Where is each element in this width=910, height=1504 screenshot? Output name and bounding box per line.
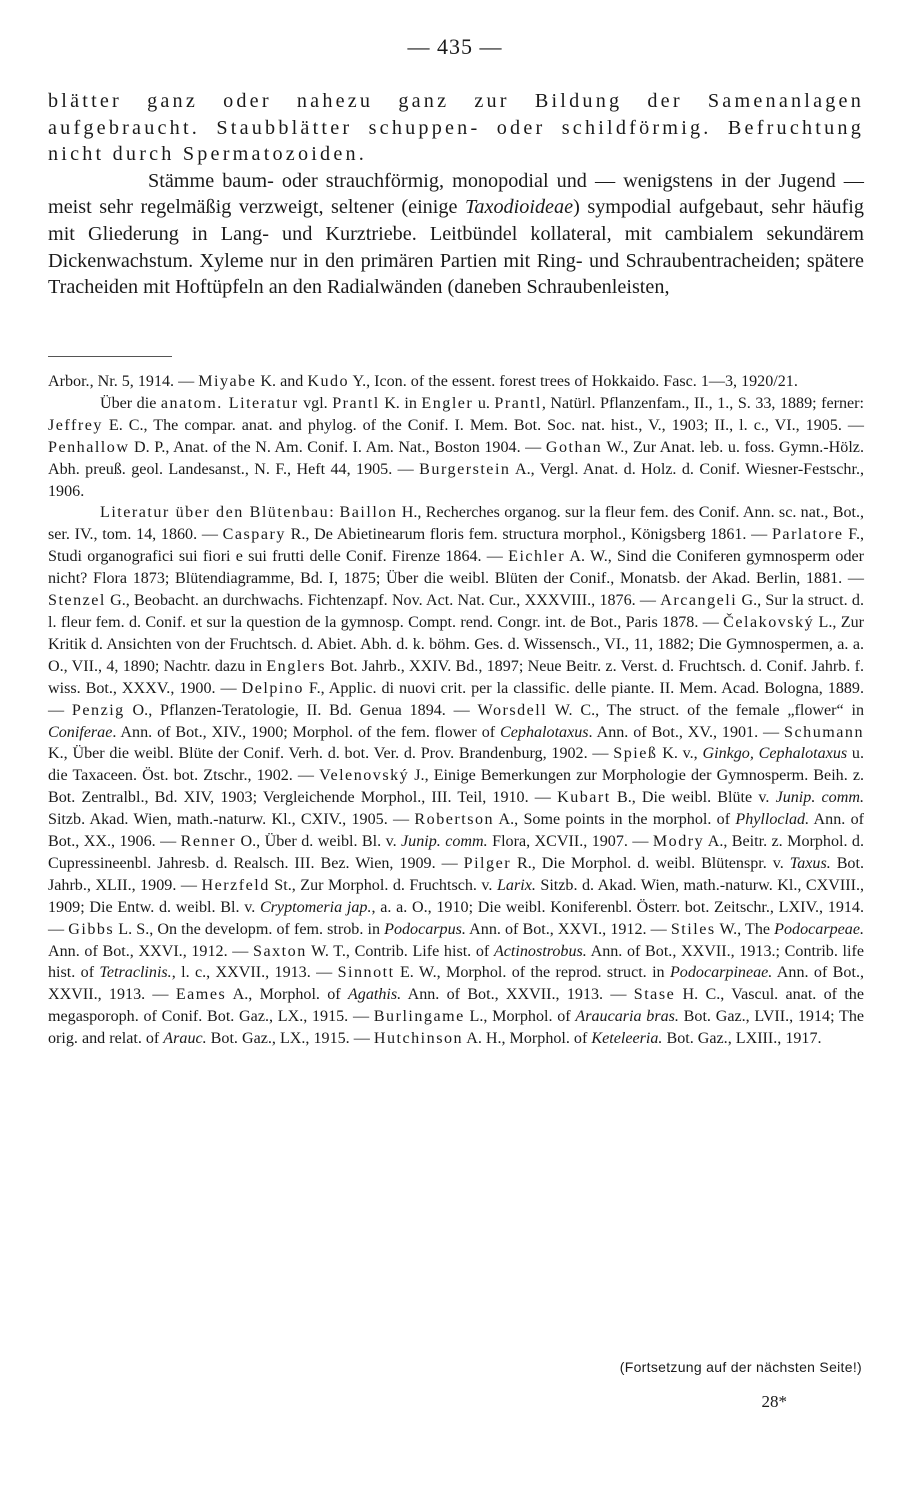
signature-mark: 28* xyxy=(761,1392,787,1411)
author-name: Burlingame xyxy=(373,1008,465,1026)
text: G., Beobacht. an durchwachs. Fichtenzapf. Nov. Act. Nat. Cur., XXXVIII., 1876. — xyxy=(105,592,661,610)
text: E. C., The compar. anat. and phylog. of the Conif. I. Mem. Bot. Soc. nat. hist., V., 1903; II., l. c., VI., 1905. — xyxy=(102,416,864,434)
text: O., Über d. weibl. Bl. v. xyxy=(236,833,402,851)
text: u. xyxy=(473,394,495,412)
author-name: Saxton xyxy=(253,942,307,960)
text: St., Zur Morphol. d. Fruchtsch. v. xyxy=(269,876,497,894)
text: J., Einige Bemerkungen zur Morphologie der Gymnosperm. Beih. z. Bot. Zentralbl., Bd. XIV, 1903; Vergleichende Morphol., III. Teil, 1910. — xyxy=(48,767,864,807)
text: K., Über die weibl. Blüte der Conif. Verh. d. bot. Ver. d. Prov. Brandenburg, 1902. — xyxy=(48,745,614,763)
footnote-1 xyxy=(48,371,864,393)
author-name: Baillon xyxy=(339,504,398,522)
continuation-note: (Fortsetzung auf der nächsten Seite!) xyxy=(619,1359,862,1375)
body-paragraph-1 xyxy=(48,88,864,168)
author-name: Penhallow xyxy=(48,438,130,456)
body-paragraph-2 xyxy=(48,168,864,301)
text: . Ann. of Bot., XIV., 1900; Morphol. of the fem. flower of xyxy=(112,723,501,741)
author-name: Schumann xyxy=(784,723,864,741)
text: Bot. Gaz., LXIII., 1917. xyxy=(662,1030,822,1048)
text: Ann. of Bot., XXVII., 1913.; Contrib. life hist. of xyxy=(48,942,864,982)
text: K. in xyxy=(379,394,422,412)
author-name: Sinnott xyxy=(337,964,395,982)
text: Ann. of Bot., XXVI., 1912. — xyxy=(48,942,254,960)
taxon-name: Podocarpineae. xyxy=(669,964,773,982)
taxon-name: Larix. xyxy=(496,876,536,894)
taxon-name: Keteleeria. xyxy=(591,1030,663,1048)
author-name: Penzig xyxy=(71,701,125,719)
text: D. P., Anat. of the N. Am. Conif. I. Am. Nat., Boston 1904. — xyxy=(129,438,546,456)
text: L., Morphol. of xyxy=(464,1008,576,1026)
taxon-name: Araucaria bras. xyxy=(575,1008,679,1026)
text: K. and xyxy=(256,373,308,390)
author-name: Stiles xyxy=(670,920,716,938)
text: u. die Taxaceen. Öst. bot. Ztschr., 1902. — xyxy=(48,745,865,785)
text: Bot. Jahrb., XLII., 1909. — xyxy=(48,854,864,894)
author-name: Kubart xyxy=(557,789,611,807)
taxon-name: Coniferae xyxy=(48,723,113,741)
text: Flora, XCVII., 1907. — xyxy=(487,833,653,851)
author-name: Miyabe xyxy=(198,373,257,390)
taxon-name: Phylloclad. xyxy=(735,811,810,829)
text: W., Zur Anat. leb. u. foss. Gymn.-Hölz. Abh. preuß. geol. Landesanst., N. F., Heft 44, 1905. — xyxy=(48,438,864,478)
text: Ann. of Bot., XXVII., 1913. — xyxy=(48,964,864,1004)
body-text xyxy=(48,88,864,301)
footnotes xyxy=(48,371,864,1050)
taxon-name: Tetraclinis. xyxy=(99,964,172,982)
author-name: Englers xyxy=(266,657,327,675)
text: F., Applic. di nuovi crit. per la classific. delle piante. II. Mem. Acad. Bologna, 1889. — xyxy=(48,679,865,719)
text: Ann. of Bot., XXVII., 1913. — xyxy=(401,986,634,1004)
text: F., Studi organografici sui fiori e sui frutti delle Conif. Firenze 1864. — xyxy=(48,526,864,566)
footnote-divider xyxy=(48,356,172,357)
author-name: Prantl xyxy=(332,394,380,412)
text: Sitzb. Akad. Wien, math.-naturw. Kl., CXIV., 1905. — xyxy=(48,811,415,829)
author-name: Robertson xyxy=(414,811,495,829)
taxon-name: Arauc. xyxy=(163,1030,207,1048)
author-name: Arcangeli xyxy=(660,592,738,610)
text: , l. c., XXVII., 1913. — xyxy=(171,964,338,982)
taxon-name: Actinostrobus. xyxy=(493,942,587,960)
text: A., Some points in the morphol. of xyxy=(494,811,736,829)
footnote-3 xyxy=(48,502,864,1050)
text: Bot. Gaz., LVII., 1914; The orig. and relat. of xyxy=(48,1008,865,1048)
author-name: Stenzel xyxy=(48,592,106,610)
author-name: Worsdell xyxy=(477,701,548,719)
taxon-name: Junip. comm. xyxy=(775,789,864,807)
taxon-name: Taxus. xyxy=(789,854,831,872)
text: W. T., Contrib. Life hist. of xyxy=(306,942,494,960)
spaced-term: Literatur über den Blütenbau: xyxy=(100,504,336,522)
text: W., The xyxy=(715,920,775,938)
taxon-name: Cryptomeria jap. xyxy=(259,898,372,916)
text: , a. a. O., 1910; Die weibl. Koniferenbl. Österr. bot. Zeitschr., LXIV., 1914. — xyxy=(48,898,864,938)
author-name: Hutchinson xyxy=(373,1030,464,1048)
author-name: Gibbs xyxy=(68,920,115,938)
author-name: Modry xyxy=(652,833,705,851)
author-name: Eames xyxy=(175,986,227,1004)
text: vgl. xyxy=(298,394,333,412)
taxon-name: Ginkgo, Cephalotaxus xyxy=(702,745,848,763)
body-text-span: ) sympodial aufgebaut, sehr häufig mit Gliederung in Lang- und Kurztriebe. Leitbündel kollateral, mit cambialem sekundärem Dickenwachstum. Xyleme nur in den primären Partien mit Ring- und Schraubentracheiden; spätere Tracheiden mit Hoftüpfeln an den Radialwänden (daneben Schraubenleisten, xyxy=(48,196,864,299)
text: L. S., On the developm. of fem. strob. in xyxy=(114,920,385,938)
author-name: Herzfeld xyxy=(201,876,270,894)
author-name: Jeffrey xyxy=(48,416,103,434)
text: W. C., The struct. of the female „flower“ in xyxy=(547,701,864,719)
author-name: Velenovský xyxy=(319,767,410,785)
author-name: Gothan xyxy=(545,438,603,456)
text: . Ann. of Bot., XV., 1901. — xyxy=(588,723,785,741)
author-name: Renner xyxy=(180,833,237,851)
taxon-name: Junip. comm. xyxy=(401,833,488,851)
text: Ann. of Bot., XX., 1906. — xyxy=(48,811,864,851)
text: G., Sur la struct. d. l. fleur fem. d. Conif. et sur la question de la gymnosp. Compt. rend. Congr. int. de Bot., Paris 1878. — xyxy=(48,592,864,631)
text: Bot. Gaz., LX., 1915. — xyxy=(206,1030,374,1048)
text: A. H., Morphol. of xyxy=(463,1030,592,1048)
footnote-2 xyxy=(48,393,864,503)
text: A., Beitr. z. Morphol. d. Cupressineenbl. Jahresb. d. Realsch. III. Bez. Wien, 1909. — xyxy=(48,833,864,872)
text: Y., Icon. of the essent. forest trees of Hokkaido. Fasc. 1—3, 1920/21. xyxy=(349,373,798,390)
author-name: Čelakovský xyxy=(723,613,815,631)
text: R., De Abietinearum floris fem. structura morphol., Königsberg 1861. — xyxy=(285,526,772,544)
body-text-span: Stämme baum- oder strauchförmig, monopodial und — wenigstens in der Jugend — meist sehr regelmäßig verzweigt, seltener (einige xyxy=(48,169,864,219)
text: Arbor., Nr. 5, 1914. — xyxy=(48,373,199,390)
text: B., Die weibl. Blüte v. xyxy=(610,789,776,807)
author-name: Eichler xyxy=(508,548,566,566)
text: H. C., Vascul. anat. of the megasporoph. of Conif. Bot. Gaz., LX., 1915. — xyxy=(48,986,864,1026)
text: L., Zur Kritik d. Ansichten von der Fruchtsch. d. Abiet. Abh. d. k. böhm. Ges. d. Wissensch., VI., 11, 1882; Die Gymnospermen, a. a. O., VII., 4, 1890; Nachtr. dazu in xyxy=(48,613,864,675)
author-name: Burgerstein xyxy=(419,460,511,478)
text: Über die xyxy=(100,394,161,412)
taxon-name: Agathis. xyxy=(347,986,402,1004)
author-name: Kudo xyxy=(307,373,350,390)
author-name: Pilger xyxy=(463,854,512,872)
text: R., Die Morphol. d. weibl. Blütenspr. v. xyxy=(511,854,790,872)
text: Bot. Jahrb., XXIV. Bd., 1897; Neue Beitr. z. Verst. d. Fruchtsch. d. Conif. Jahrb. f. wiss. Bot., XXXV., 1900. — xyxy=(48,657,865,697)
text: Ann. of Bot., XXVI., 1912. — xyxy=(465,920,671,938)
author-name: Stase xyxy=(633,986,676,1004)
text: Sitzb. d. Akad. Wien, math.-naturw. Kl., CXVIII., 1909; Die Entw. d. weibl. Bl. v. xyxy=(48,876,865,916)
author-name: Delpino xyxy=(241,679,304,697)
text: , Natürl. Pflanzenfam., II., 1., S. 33, 1889; ferner: xyxy=(541,394,865,412)
text: K. v., xyxy=(657,745,703,763)
page-number: — 435 — xyxy=(407,34,503,59)
author-name: Prantl xyxy=(494,394,542,412)
author-name: Parlatore xyxy=(771,526,844,544)
text: O., Pflanzen-Teratologie, II. Bd. Genua 1894. — xyxy=(124,701,478,719)
spaced-term: anatom. Literatur xyxy=(160,394,299,412)
taxon-name: Cephalotaxus xyxy=(500,723,589,741)
text: H., Recherches organog. sur la fleur fem. des Conif. Ann. sc. nat., Bot., ser. IV., tom. 14, 1860. — xyxy=(48,504,865,544)
body-text-span: blätter ganz oder nahezu ganz zur Bildung der Samenanlagen aufgebraucht. Staubblätter schuppen- oder schildförmig. Befruchtung nicht durch Spermatozoiden. xyxy=(48,90,864,166)
taxon-name: Taxodioideae xyxy=(465,196,574,219)
author-name: Caspary xyxy=(222,526,286,544)
taxon-name: Podocarpeae. xyxy=(774,920,864,938)
text: A. W., Sind die Coniferen gymnosperm oder nicht? Flora 1873; Blütendiagramme, Bd. I, 1875; Über die weibl. Blüten der Conif., Monatsb. der Akad. Berlin, 1881. — xyxy=(48,548,864,588)
text: E. W., Morphol. of the reprod. struct. in xyxy=(394,964,670,982)
text: A., Morphol. of xyxy=(226,986,348,1004)
taxon-name: Podocarpus. xyxy=(384,920,466,938)
text: A., Vergl. Anat. d. Holz. d. Conif. Wiesner-Festschr., 1906. xyxy=(48,460,864,500)
author-name: Engler xyxy=(421,394,474,412)
author-name: Spieß xyxy=(613,745,658,763)
